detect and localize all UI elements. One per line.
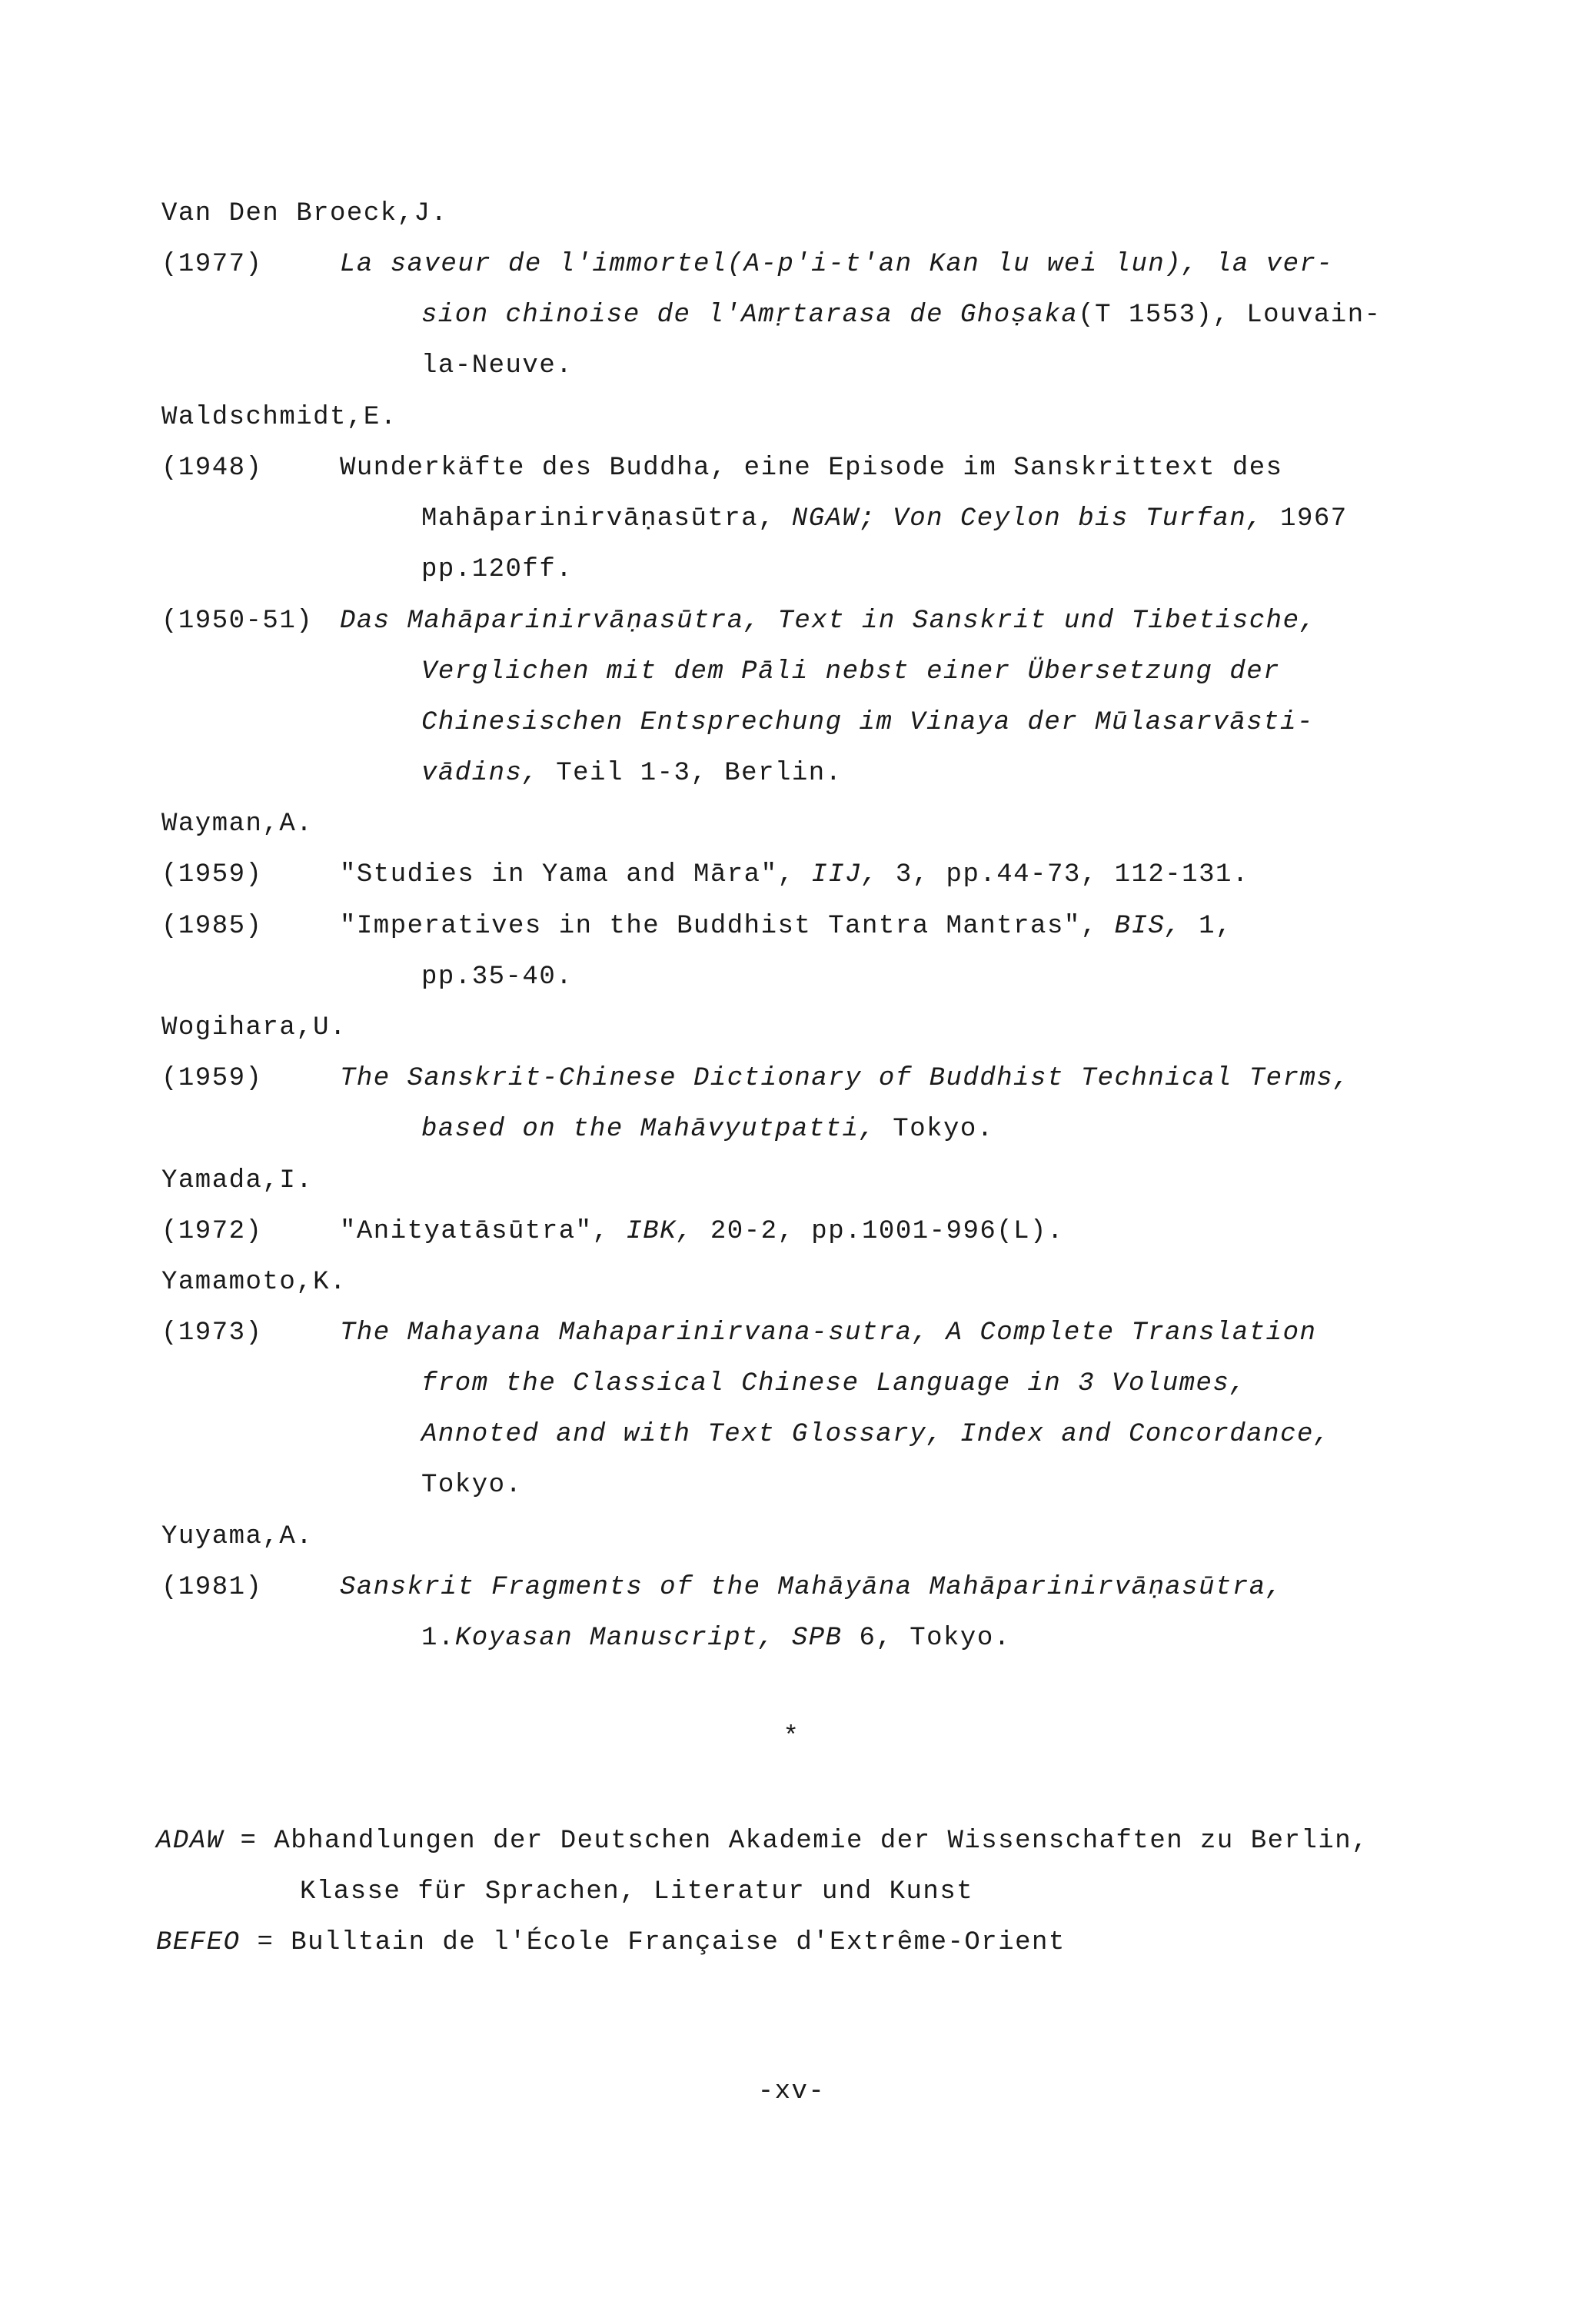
entry-text-line — [421, 707, 1314, 738]
entry-text-line — [421, 1419, 1331, 1450]
entry-text-line — [421, 758, 843, 789]
abbreviation: ADAW — [156, 1827, 224, 1856]
author-name: Yuyama,A. — [161, 1522, 314, 1551]
italic-title-text: sion chinoise de l'Amṛtarasa de Ghoṣaka — [421, 301, 1079, 330]
citation-text: 1, — [1182, 912, 1232, 941]
citation-text: Teil 1-3, Berlin. — [539, 759, 843, 788]
citation-text: 3, pp.44-73, 112-131. — [878, 860, 1249, 889]
italic-title-text: IIJ, — [811, 860, 879, 889]
abbreviation-line — [156, 1826, 1368, 1857]
entry-text-line — [421, 1114, 994, 1145]
entry-year: (1977) — [161, 250, 263, 279]
italic-title-text: La saveur de l'immortel(A-p'i-t'an Kan lu wei lun), la ver- — [340, 250, 1334, 279]
entry-year: (1950-51) — [161, 607, 314, 636]
author-name: Van Den Broeck,J. — [161, 199, 448, 228]
citation-text: Wunderkäfte des Buddha, eine Episode im Sanskrittext des — [340, 454, 1283, 483]
author-name: Wogihara,U. — [161, 1013, 347, 1042]
abbreviation-line — [156, 1927, 1066, 1958]
entry-text-line — [421, 1368, 1246, 1399]
entry-text-line — [340, 1318, 1316, 1348]
section-separator: * — [783, 1723, 800, 1752]
italic-title-text: Verglichen mit dem Pāli nebst einer Übersetzung der — [421, 657, 1281, 687]
author-name: Wayman,A. — [161, 810, 314, 839]
entry-text-line — [421, 962, 573, 992]
entry-text-line — [340, 859, 1249, 890]
citation-text: Tokyo. — [876, 1115, 994, 1144]
italic-title-text: from the Classical Chinese Language in 3 Volumes, — [421, 1369, 1247, 1398]
equals-sign: = — [257, 1928, 274, 1957]
italic-title-text: Koyasan Manuscript, SPB — [454, 1624, 843, 1653]
entry-text-line — [340, 1063, 1350, 1094]
entry-year: (1985) — [161, 912, 263, 941]
italic-title-text: The Sanskrit-Chinese Dictionary of Buddhist Technical Terms, — [340, 1064, 1351, 1093]
entry-text-line — [421, 351, 573, 381]
italic-title-text: vādins, — [421, 759, 540, 788]
citation-text: la-Neuve. — [421, 351, 574, 381]
abbreviation-continuation: Klasse für Sprachen, Literatur und Kunst — [300, 1877, 974, 1907]
citation-text: "Imperatives in the Buddhist Tantra Mantras", — [340, 912, 1115, 941]
citation-text: 1967 — [1263, 504, 1348, 534]
italic-title-text: Das Mahāparinirvāṇasūtra, Text in Sanskrit und Tibetische, — [340, 607, 1317, 636]
italic-title-text: NGAW; Von Ceylon bis Turfan, — [791, 504, 1264, 534]
italic-title-text: BIS, — [1114, 912, 1182, 941]
italic-title-text: Chinesischen Entsprechung im Vinaya der Mūlasarvāsti- — [421, 708, 1314, 737]
entry-year: (1959) — [161, 860, 263, 889]
citation-text: (T 1553), Louvain- — [1078, 301, 1382, 330]
author-name: Waldschmidt,E. — [161, 403, 397, 432]
entry-year: (1981) — [161, 1573, 263, 1602]
abbreviation-expansion: Abhandlungen der Deutschen Akademie der Wissenschaften zu Berlin, — [274, 1827, 1369, 1856]
citation-text: pp.120ff. — [421, 555, 574, 584]
citation-text: Mahāparinirvāṇasūtra, — [421, 504, 792, 534]
entry-text-line — [421, 1623, 1011, 1654]
entry-year: (1972) — [161, 1217, 263, 1246]
italic-title-text: based on the Mahāvyutpatti, — [421, 1115, 876, 1144]
citation-text: 6, Tokyo. — [842, 1624, 1011, 1653]
italic-title-text: Annoted and with Text Glossary, Index and Concordance, — [421, 1420, 1331, 1449]
entry-text-line — [421, 300, 1382, 331]
entry-year: (1948) — [161, 454, 263, 483]
citation-text: Tokyo. — [421, 1471, 523, 1500]
entry-year: (1973) — [161, 1318, 263, 1348]
citation-text: "Anityatāsūtra", — [340, 1217, 627, 1246]
author-name: Yamada,I. — [161, 1166, 314, 1195]
equals-sign: = — [240, 1827, 258, 1856]
abbreviation: BEFEO — [156, 1928, 241, 1957]
entry-text-line — [340, 1216, 1064, 1247]
entry-text-line — [340, 1572, 1283, 1603]
entry-text-line — [421, 504, 1348, 534]
italic-title-text: Sanskrit Fragments of the Mahāyāna Mahāparinirvāṇasūtra, — [340, 1573, 1283, 1602]
citation-text: 1. — [421, 1624, 455, 1653]
italic-title-text: IBK, — [626, 1217, 693, 1246]
entry-text-line — [340, 911, 1232, 942]
page-number: -xv- — [757, 2077, 826, 2106]
entry-text-line — [340, 249, 1333, 280]
entry-text-line — [421, 1470, 522, 1501]
entry-text-line — [421, 657, 1280, 687]
author-name: Yamamoto,K. — [161, 1268, 347, 1297]
citation-text: pp.35-40. — [421, 963, 574, 992]
citation-text: "Studies in Yama and Māra", — [340, 860, 812, 889]
citation-text: 20-2, pp.1001-996(L). — [693, 1217, 1064, 1246]
entry-text-line — [340, 606, 1316, 637]
entry-text-line — [421, 554, 573, 585]
abbreviation-expansion: Bulltain de l'École Française d'Extrême-Orient — [291, 1928, 1066, 1957]
entry-text-line — [340, 453, 1283, 484]
entry-year: (1959) — [161, 1064, 263, 1093]
italic-title-text: The Mahayana Mahaparinirvana-sutra, A Complete Translation — [340, 1318, 1317, 1348]
